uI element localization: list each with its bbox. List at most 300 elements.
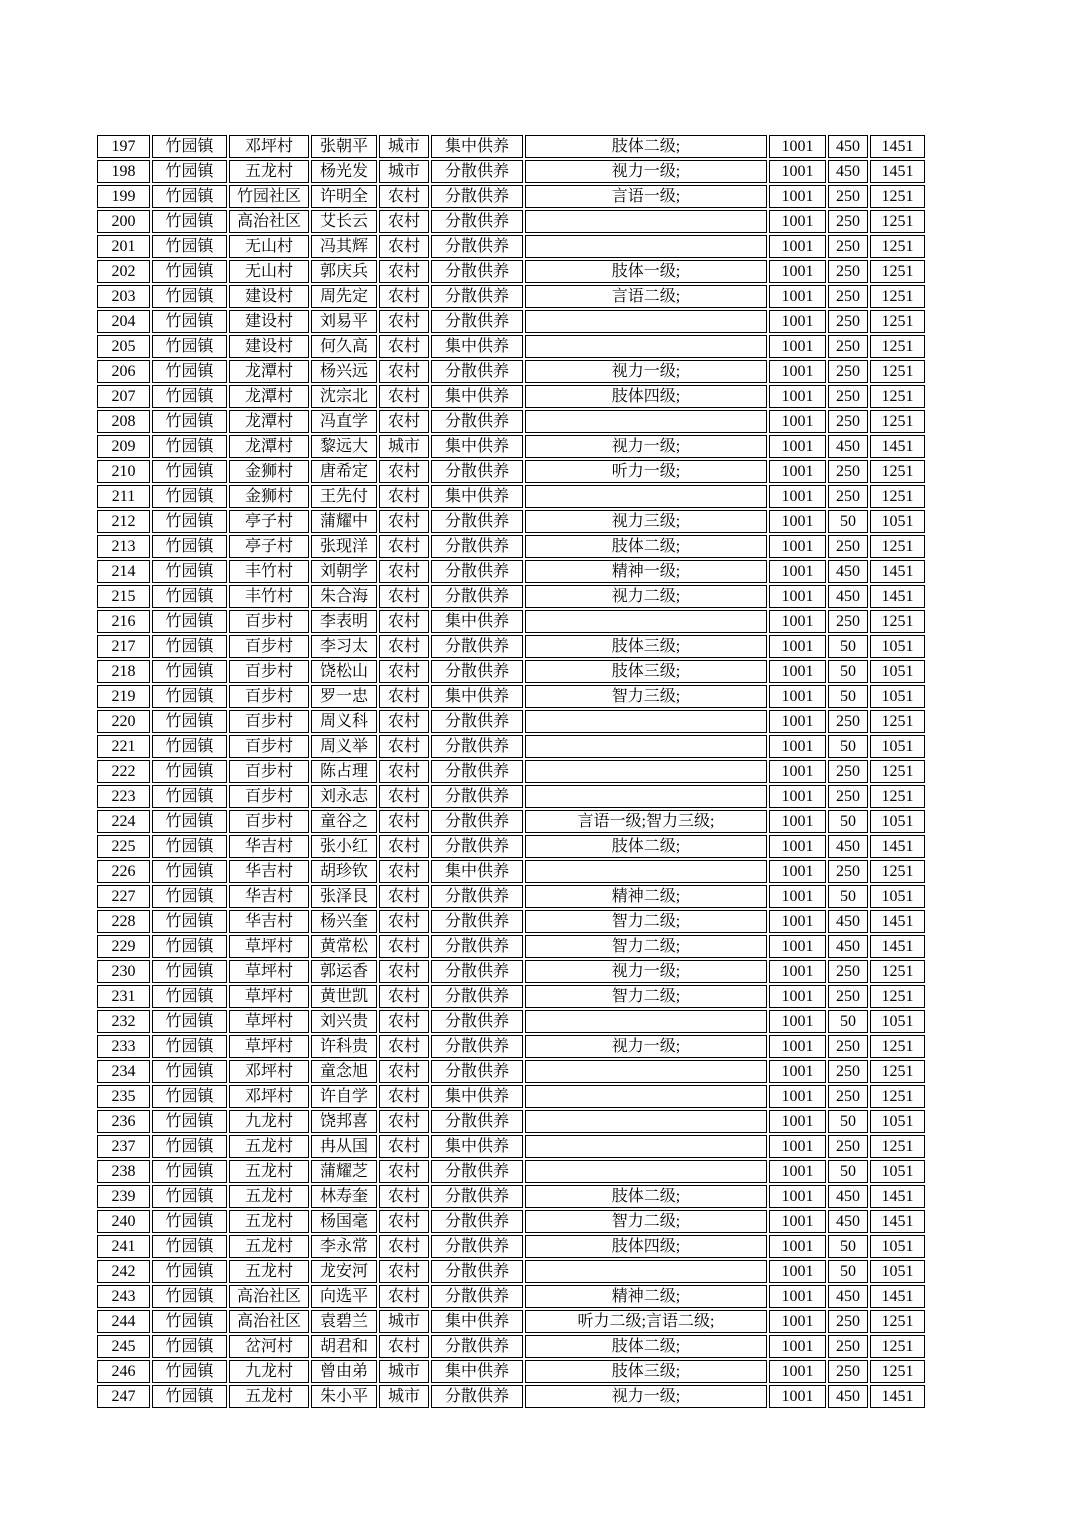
table-cell: 九龙村 [229, 1110, 309, 1133]
table-cell: 竹园镇 [152, 585, 227, 608]
table-cell [525, 235, 767, 258]
table-cell: 农村 [379, 685, 429, 708]
table-cell: 215 [97, 585, 150, 608]
table-cell: 集中供养 [431, 1135, 523, 1158]
table-cell: 冯其辉 [311, 235, 377, 258]
table-cell: 视力一级; [525, 1385, 767, 1408]
table-cell: 建设村 [229, 285, 309, 308]
table-cell [525, 760, 767, 783]
table-cell: 1001 [769, 885, 826, 908]
table-cell: 分散供养 [431, 1210, 523, 1233]
table-cell: 1451 [870, 910, 925, 933]
table-cell: 沈宗北 [311, 385, 377, 408]
table-cell: 无山村 [229, 260, 309, 283]
table-cell: 金狮村 [229, 485, 309, 508]
table-cell: 1251 [870, 460, 925, 483]
table-cell: 草坪村 [229, 960, 309, 983]
table-cell: 肢体二级; [525, 1185, 767, 1208]
table-cell: 250 [828, 1310, 868, 1333]
table-row [97, 785, 925, 808]
table-cell: 1001 [769, 585, 826, 608]
table-cell: 209 [97, 435, 150, 458]
table-cell: 250 [828, 460, 868, 483]
table-cell: 1001 [769, 660, 826, 683]
table-cell: 212 [97, 510, 150, 533]
table-cell: 丰竹村 [229, 560, 309, 583]
table-cell: 分散供养 [431, 185, 523, 208]
table-cell: 分散供养 [431, 1035, 523, 1058]
table-cell: 高治社区 [229, 1310, 309, 1333]
table-cell: 450 [828, 1285, 868, 1308]
table-cell: 250 [828, 260, 868, 283]
table-cell: 肢体一级; [525, 260, 767, 283]
table-cell: 50 [828, 660, 868, 683]
table-cell: 1001 [769, 935, 826, 958]
table-cell: 241 [97, 1235, 150, 1258]
table-cell: 竹园镇 [152, 1135, 227, 1158]
table-cell: 无山村 [229, 235, 309, 258]
table-cell: 农村 [379, 635, 429, 658]
table-cell: 250 [828, 1360, 868, 1383]
table-cell: 竹园镇 [152, 985, 227, 1008]
table-row [97, 285, 925, 308]
table-cell: 1001 [769, 635, 826, 658]
table-cell: 245 [97, 1335, 150, 1358]
table-row [97, 1285, 925, 1308]
table-cell: 竹园镇 [152, 285, 227, 308]
table-cell: 竹园镇 [152, 410, 227, 433]
table-cell: 何久高 [311, 335, 377, 358]
table-cell: 1001 [769, 285, 826, 308]
table-cell: 450 [828, 135, 868, 158]
table-cell: 1001 [769, 860, 826, 883]
table-cell: 1001 [769, 960, 826, 983]
table-cell: 236 [97, 1110, 150, 1133]
table-cell: 集中供养 [431, 335, 523, 358]
table-cell: 岔河村 [229, 1335, 309, 1358]
table-cell: 精神二级; [525, 885, 767, 908]
table-cell: 1001 [769, 1060, 826, 1083]
table-cell: 竹园镇 [152, 810, 227, 833]
table-cell: 分散供养 [431, 235, 523, 258]
table-cell: 集中供养 [431, 860, 523, 883]
table-cell: 农村 [379, 735, 429, 758]
table-cell: 农村 [379, 710, 429, 733]
table-cell: 农村 [379, 1160, 429, 1183]
table-cell: 竹园镇 [152, 310, 227, 333]
table-cell: 城市 [379, 435, 429, 458]
table-cell: 农村 [379, 835, 429, 858]
table-cell: 235 [97, 1085, 150, 1108]
table-body [97, 135, 925, 1408]
table-cell: 竹园镇 [152, 335, 227, 358]
table-cell: 50 [828, 810, 868, 833]
table-cell [525, 1110, 767, 1133]
table-cell: 农村 [379, 285, 429, 308]
table-cell: 高治社区 [229, 1285, 309, 1308]
table-cell: 238 [97, 1160, 150, 1183]
table-cell: 1251 [870, 985, 925, 1008]
table-cell: 农村 [379, 660, 429, 683]
table-cell: 竹园镇 [152, 1360, 227, 1383]
table-cell: 分散供养 [431, 1235, 523, 1258]
table-cell: 张现洋 [311, 535, 377, 558]
table-cell: 222 [97, 760, 150, 783]
table-cell: 朱小平 [311, 1385, 377, 1408]
table-cell: 袁碧兰 [311, 1310, 377, 1333]
table-cell: 视力一级; [525, 1035, 767, 1058]
table-cell: 农村 [379, 1260, 429, 1283]
table-cell: 1001 [769, 335, 826, 358]
table-cell: 分散供养 [431, 585, 523, 608]
table-cell: 杨国毫 [311, 1210, 377, 1233]
table-cell: 华吉村 [229, 910, 309, 933]
table-cell: 224 [97, 810, 150, 833]
table-cell: 百步村 [229, 685, 309, 708]
table-cell: 分散供养 [431, 360, 523, 383]
table-cell: 206 [97, 360, 150, 383]
table-cell: 五龙村 [229, 1210, 309, 1233]
table-cell: 1051 [870, 685, 925, 708]
table-cell: 黄世凯 [311, 985, 377, 1008]
table-cell [525, 485, 767, 508]
table-cell: 分散供养 [431, 710, 523, 733]
table-cell: 肢体二级; [525, 535, 767, 558]
table-cell: 周义举 [311, 735, 377, 758]
table-row [97, 1160, 925, 1183]
table-cell: 龙潭村 [229, 385, 309, 408]
table-cell: 五龙村 [229, 1385, 309, 1408]
table-cell: 201 [97, 235, 150, 258]
table-cell: 1451 [870, 1285, 925, 1308]
table-cell: 分散供养 [431, 260, 523, 283]
table-cell: 百步村 [229, 660, 309, 683]
table-row [97, 210, 925, 233]
table-cell: 分散供养 [431, 835, 523, 858]
table-cell: 集中供养 [431, 1360, 523, 1383]
table-cell: 250 [828, 535, 868, 558]
table-cell: 50 [828, 510, 868, 533]
table-row [97, 860, 925, 883]
table-cell: 分散供养 [431, 310, 523, 333]
table-cell: 竹园镇 [152, 1035, 227, 1058]
table-cell: 1001 [769, 235, 826, 258]
table-cell: 农村 [379, 210, 429, 233]
table-cell: 1251 [870, 260, 925, 283]
table-cell: 分散供养 [431, 560, 523, 583]
table-cell [525, 785, 767, 808]
table-cell: 竹园社区 [229, 185, 309, 208]
table-cell: 1001 [769, 1235, 826, 1258]
table-cell [525, 1260, 767, 1283]
table-cell: 竹园镇 [152, 710, 227, 733]
table-cell: 1051 [870, 1260, 925, 1283]
table-cell: 华吉村 [229, 860, 309, 883]
table-cell: 蒲耀芝 [311, 1160, 377, 1183]
table-cell: 竹园镇 [152, 135, 227, 158]
table-cell: 竹园镇 [152, 485, 227, 508]
table-cell: 250 [828, 960, 868, 983]
table-cell: 1001 [769, 810, 826, 833]
table-cell: 250 [828, 360, 868, 383]
table-cell: 250 [828, 1335, 868, 1358]
table-cell: 肢体三级; [525, 1360, 767, 1383]
table-cell: 1001 [769, 410, 826, 433]
table-cell: 五龙村 [229, 1160, 309, 1183]
table-cell: 450 [828, 435, 868, 458]
table-cell: 1001 [769, 210, 826, 233]
table-cell: 竹园镇 [152, 1335, 227, 1358]
table-cell: 50 [828, 1235, 868, 1258]
table-cell: 1051 [870, 1160, 925, 1183]
table-cell: 分散供养 [431, 985, 523, 1008]
table-cell: 许科贵 [311, 1035, 377, 1058]
table-cell: 250 [828, 610, 868, 633]
table-cell: 竹园镇 [152, 885, 227, 908]
table-row [97, 335, 925, 358]
table-cell: 234 [97, 1060, 150, 1083]
table-cell: 1251 [870, 1060, 925, 1083]
table-cell: 1001 [769, 785, 826, 808]
table-cell: 1001 [769, 710, 826, 733]
table-cell: 言语二级; [525, 285, 767, 308]
table-cell: 250 [828, 185, 868, 208]
table-cell: 200 [97, 210, 150, 233]
table-cell: 五龙村 [229, 1185, 309, 1208]
table-cell: 1251 [870, 610, 925, 633]
table-cell: 分散供养 [431, 660, 523, 683]
table-cell: 1451 [870, 1210, 925, 1233]
table-cell: 分散供养 [431, 810, 523, 833]
table-cell: 1251 [870, 210, 925, 233]
table-cell: 207 [97, 385, 150, 408]
table-cell: 1251 [870, 960, 925, 983]
table-cell: 1251 [870, 360, 925, 383]
table-row [97, 635, 925, 658]
table-cell: 1001 [769, 385, 826, 408]
table-cell: 五龙村 [229, 1235, 309, 1258]
table-cell: 1051 [870, 810, 925, 833]
table-cell: 214 [97, 560, 150, 583]
table-row [97, 685, 925, 708]
table-cell: 李表明 [311, 610, 377, 633]
table-cell: 邓坪村 [229, 1060, 309, 1083]
table-cell: 1001 [769, 1085, 826, 1108]
table-row [97, 735, 925, 758]
table-cell: 农村 [379, 760, 429, 783]
table-cell: 李习太 [311, 635, 377, 658]
table-cell: 1001 [769, 685, 826, 708]
table-cell: 1051 [870, 735, 925, 758]
table-cell: 草坪村 [229, 935, 309, 958]
table-cell: 250 [828, 710, 868, 733]
table-cell: 220 [97, 710, 150, 733]
table-cell: 分散供养 [431, 510, 523, 533]
table-cell: 分散供养 [431, 885, 523, 908]
table-cell [525, 210, 767, 233]
table-cell: 1451 [870, 835, 925, 858]
table-cell: 竹园镇 [152, 1260, 227, 1283]
table-cell: 建设村 [229, 310, 309, 333]
table-cell: 竹园镇 [152, 185, 227, 208]
table-cell: 李永常 [311, 1235, 377, 1258]
table-cell: 1001 [769, 1210, 826, 1233]
table-cell: 农村 [379, 1210, 429, 1233]
table-cell: 视力一级; [525, 435, 767, 458]
table-cell: 247 [97, 1385, 150, 1408]
table-cell: 分散供养 [431, 210, 523, 233]
table-cell: 陈占理 [311, 760, 377, 783]
table-row [97, 310, 925, 333]
table-cell: 竹园镇 [152, 1310, 227, 1333]
table-cell: 50 [828, 1160, 868, 1183]
table-cell: 分散供养 [431, 935, 523, 958]
table-cell: 饶松山 [311, 660, 377, 683]
table-row [97, 585, 925, 608]
table-cell: 1001 [769, 260, 826, 283]
table-cell: 竹园镇 [152, 535, 227, 558]
table-cell: 50 [828, 1110, 868, 1133]
table-cell: 分散供养 [431, 785, 523, 808]
table-cell: 1251 [870, 710, 925, 733]
table-row [97, 1235, 925, 1258]
table-cell: 竹园镇 [152, 460, 227, 483]
table-cell: 1001 [769, 985, 826, 1008]
table-cell: 农村 [379, 1085, 429, 1108]
table-cell: 农村 [379, 1035, 429, 1058]
table-cell: 1451 [870, 135, 925, 158]
table-cell: 集中供养 [431, 1085, 523, 1108]
table-cell: 竹园镇 [152, 1385, 227, 1408]
table-row [97, 960, 925, 983]
table-cell: 分散供养 [431, 1285, 523, 1308]
table-cell: 竹园镇 [152, 660, 227, 683]
table-cell: 230 [97, 960, 150, 983]
table-cell: 50 [828, 735, 868, 758]
table-cell: 244 [97, 1310, 150, 1333]
table-cell: 视力一级; [525, 160, 767, 183]
table-cell: 1451 [870, 1185, 925, 1208]
table-cell: 邓坪村 [229, 1085, 309, 1108]
table-cell: 饶邦喜 [311, 1110, 377, 1133]
table-cell: 向选平 [311, 1285, 377, 1308]
table-cell: 分散供养 [431, 760, 523, 783]
table-cell: 丰竹村 [229, 585, 309, 608]
table-cell: 周义科 [311, 710, 377, 733]
table-cell: 450 [828, 910, 868, 933]
table-cell: 百步村 [229, 610, 309, 633]
table-cell: 农村 [379, 935, 429, 958]
table-cell: 1251 [870, 410, 925, 433]
table-cell: 张泽艮 [311, 885, 377, 908]
table-cell: 1251 [870, 1135, 925, 1158]
table-cell: 百步村 [229, 760, 309, 783]
table-row [97, 135, 925, 158]
table-cell: 1051 [870, 660, 925, 683]
table-row [97, 760, 925, 783]
table-cell: 1001 [769, 760, 826, 783]
table-cell: 分散供养 [431, 1335, 523, 1358]
table-cell [525, 610, 767, 633]
table-row [97, 1185, 925, 1208]
table-cell: 智力三级; [525, 685, 767, 708]
table-cell: 亭子村 [229, 510, 309, 533]
table-cell: 1251 [870, 335, 925, 358]
table-cell: 250 [828, 1085, 868, 1108]
table-cell: 视力一级; [525, 360, 767, 383]
table-cell: 分散供养 [431, 1260, 523, 1283]
table-cell: 1451 [870, 560, 925, 583]
table-cell: 1001 [769, 1135, 826, 1158]
table-cell: 1001 [769, 1185, 826, 1208]
table-cell: 250 [828, 485, 868, 508]
table-cell: 百步村 [229, 810, 309, 833]
table-row [97, 185, 925, 208]
table-cell: 竹园镇 [152, 685, 227, 708]
table-cell: 250 [828, 410, 868, 433]
table-cell: 龙安河 [311, 1260, 377, 1283]
table-cell: 高治社区 [229, 210, 309, 233]
table-row [97, 485, 925, 508]
table-cell: 450 [828, 560, 868, 583]
table-cell: 肢体四级; [525, 1235, 767, 1258]
table-cell: 分散供养 [431, 1010, 523, 1033]
table-row [97, 660, 925, 683]
table-cell: 农村 [379, 510, 429, 533]
table-cell: 农村 [379, 785, 429, 808]
table-cell: 精神二级; [525, 1285, 767, 1308]
table-cell: 1251 [870, 1035, 925, 1058]
table-cell: 农村 [379, 185, 429, 208]
table-cell: 竹园镇 [152, 210, 227, 233]
table-cell: 竹园镇 [152, 785, 227, 808]
table-cell: 分散供养 [431, 1110, 523, 1133]
table-cell: 胡珍钦 [311, 860, 377, 883]
table-row [97, 1335, 925, 1358]
table-cell: 精神一级; [525, 560, 767, 583]
table-cell: 智力二级; [525, 1210, 767, 1233]
table-cell: 1251 [870, 485, 925, 508]
table-cell: 223 [97, 785, 150, 808]
table-cell: 华吉村 [229, 835, 309, 858]
table-cell: 211 [97, 485, 150, 508]
table-cell: 许明全 [311, 185, 377, 208]
table-cell: 1051 [870, 885, 925, 908]
table-cell: 龙潭村 [229, 410, 309, 433]
table-cell: 竹园镇 [152, 910, 227, 933]
table-cell: 1001 [769, 135, 826, 158]
table-cell: 208 [97, 410, 150, 433]
table-cell [525, 1010, 767, 1033]
table-cell: 1001 [769, 160, 826, 183]
table-cell: 50 [828, 635, 868, 658]
table-cell: 农村 [379, 310, 429, 333]
table-row [97, 535, 925, 558]
table-cell: 1251 [870, 535, 925, 558]
table-cell: 分散供养 [431, 410, 523, 433]
table-cell: 1051 [870, 1010, 925, 1033]
table-cell: 农村 [379, 585, 429, 608]
table-cell: 450 [828, 935, 868, 958]
table-cell: 农村 [379, 1135, 429, 1158]
table-cell: 蒲耀中 [311, 510, 377, 533]
table-cell: 1251 [870, 1335, 925, 1358]
table-cell: 分散供养 [431, 910, 523, 933]
table-cell: 1001 [769, 535, 826, 558]
table-cell: 1001 [769, 1160, 826, 1183]
table-cell: 竹园镇 [152, 160, 227, 183]
table-cell: 1451 [870, 435, 925, 458]
